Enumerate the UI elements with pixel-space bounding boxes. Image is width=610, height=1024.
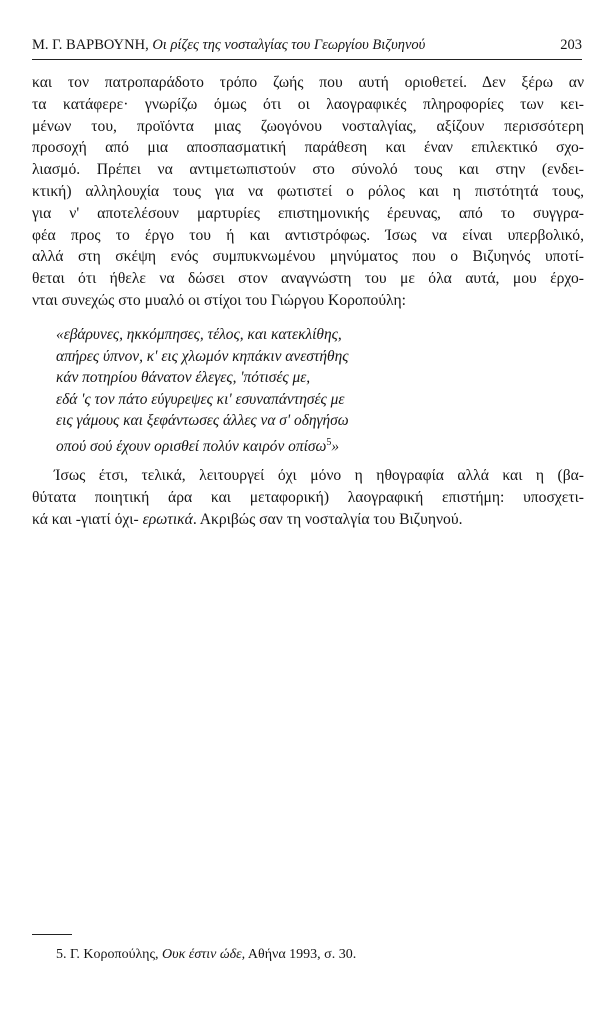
text-line: λιασμό. Πρέπει να αντιμετωπιστούν στο σύνολό τους και στην (ενδει- — [32, 161, 584, 179]
paragraph-1 — [32, 72, 584, 312]
running-head-title: Οι ρίζες της νοσταλγίας του Γεωργίου Βιζυηνού — [152, 37, 426, 53]
paragraph-2 — [32, 465, 584, 530]
text-line: για ν' αποτελέσουν μαρτυρίες επιστημονικής έρευνας, από το συγγρα- — [32, 204, 584, 222]
poem-line: εις γάμους και ξεφάντωσες άλλες να σ' οδηγήσω — [56, 412, 349, 430]
footnote-publication: Αθήνα 1993, σ. 30. — [247, 947, 357, 962]
running-head — [32, 36, 582, 54]
text-line: φέα προς το έργο του ή και αντιστρόφως. Ίσως να είναι υπερβολικό, — [32, 226, 584, 244]
poem-line: εδά 'ς τον πάτο εύγυρεψες κι' εσυναπάντησές με — [56, 390, 345, 408]
poem-quote — [56, 324, 576, 454]
text-line: Ίσως έτσι, τελικά, λειτουργεί όχι μόνο η ηθογραφία αλλά και η (βα- — [54, 467, 584, 484]
footnote-rule — [32, 934, 72, 935]
text-fragment: κά και -γιατί όχι- — [32, 510, 139, 528]
poem-line: κάν ποτηρίου θάνατον έλεγες, 'πότισές με, — [56, 369, 311, 387]
footnote-ref: 5 — [326, 436, 332, 448]
poem-line: «εβάρυνες, ηκκόμπησες, τέλος, και κατεκλίθης, — [56, 326, 342, 343]
text-line: αλλά στη σκέψη ενός συμπυκνωμένου μηνύματος που ο Βιζυηνός υποτί- — [32, 248, 584, 266]
emphasis-word: ερωτικά — [142, 510, 193, 528]
text-line-last — [32, 509, 584, 531]
header-rule — [32, 59, 582, 60]
running-head-author: Μ. Γ. ΒΑΡΒΟΥΝΗ, — [32, 37, 149, 53]
text-fragment: . Ακριβώς σαν τη νοσταλγία του Βιζυηνού. — [192, 510, 463, 528]
poem-line: απήρες ύπνον, κ' εις χλωμόν κηπάκιν ανεστήθης — [56, 347, 349, 365]
text-line: νται συνεχώς στο μυαλό οι στίχοι του Γιώργου Κοροπούλη: — [32, 291, 406, 309]
footnote-author: Γ. Κοροπούλης, — [70, 947, 159, 962]
closing-quote: » — [331, 437, 340, 455]
text-line: προσοχή από μια αποσπασματική παράθεση και έναν επιλεκτικό σχο- — [32, 139, 584, 157]
text-line: και τον πατροπαράδοτο τρόπο ζωής που αυτή οριοθετεί. Δεν ξέρω αν — [32, 74, 584, 91]
page-number: 203 — [560, 37, 582, 53]
text-line: μένων του, προϊόντα μιας ζωογόνου νοσταλγίας, αξίζουν περισσότερη — [32, 117, 584, 135]
text-line: τα κατάφερε· γνωρίζω όμως ότι οι λαογραφικές πληροφορίες των κει- — [32, 95, 584, 113]
footnote-number: 5. — [56, 947, 67, 962]
text-line: θεται ότι ήθελε να δώσει στον αναγνώστη του με όλα αυτά, μου έρχο- — [32, 270, 584, 288]
footnote-title: Ουκ έστιν ώδε, — [162, 947, 246, 962]
poem-line-text: οπού σού έχουν ορισθεί πολύν καιρόν οπίσω — [56, 437, 327, 455]
footnote — [56, 946, 556, 964]
text-line: κτική) αλληλουχία τους για να φωτιστεί ο ρόλος και η πιστότητά τους, — [32, 182, 584, 200]
text-line: θύτατα ποιητική άρα και μεταφορική) λαογραφική επιστήμη: υποσχετι- — [32, 488, 584, 506]
poem-line-last — [56, 432, 576, 454]
